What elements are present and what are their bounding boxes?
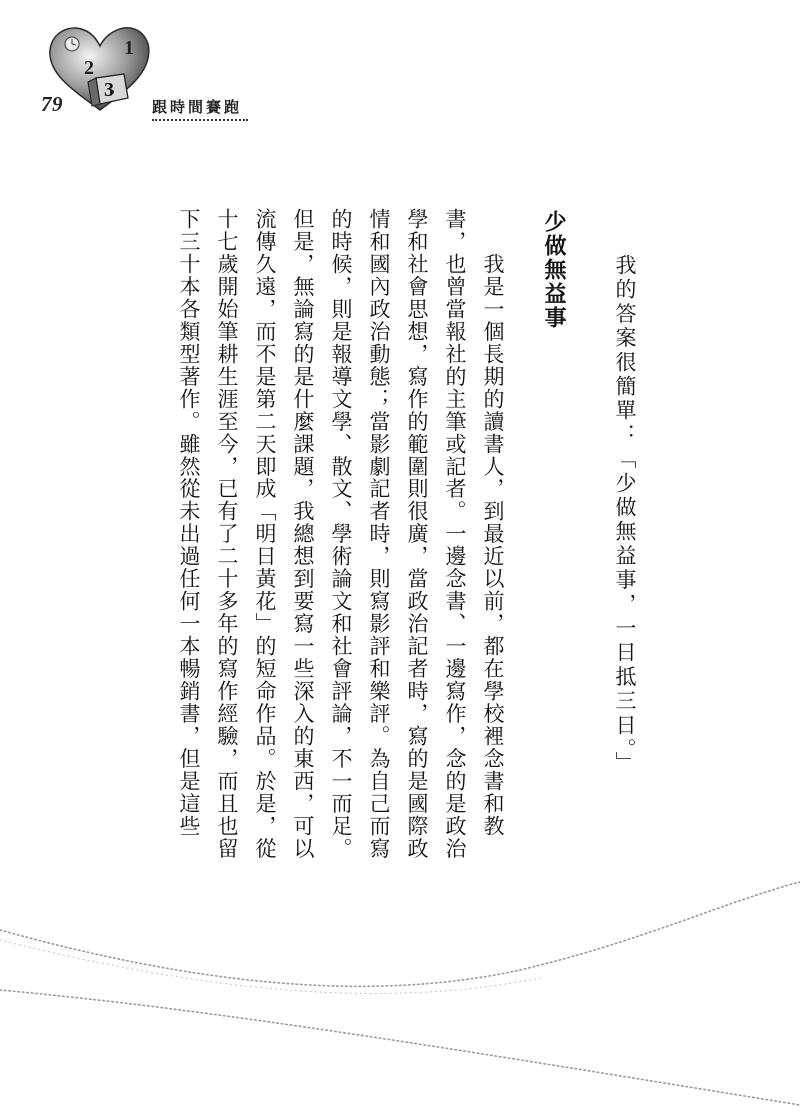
running-head-underline <box>152 119 248 121</box>
paragraph-line: 我是一個長期的讀書人，到最近以前，都在學校裡念書和教 <box>481 208 505 838</box>
paragraph-line: 學和社會思想，寫作的範圍則很廣，當政治記者時，寫的是國際政 <box>405 208 429 860</box>
paragraph-line: 情和國內政治動態；當影劇記者時，則寫影評和樂評。為自己而寫 <box>367 208 391 860</box>
running-head: 跟時間賽跑 <box>152 98 243 116</box>
paragraph-line: 下三十本各類型著作。雖然從未出過任何一本暢銷書，但是這些 <box>177 208 201 838</box>
logo-number-2: 2 <box>84 57 94 79</box>
logo-number-1: 1 <box>124 37 134 59</box>
paragraph-line: 但是，無論寫的是什麼課題，我總想到要寫一些深入的東西，可以 <box>291 208 315 860</box>
section-heading: 少做無益事 <box>541 210 566 330</box>
paragraph-line: 的時候，則是報導文學、散文、學術論文和社會評論，不一而足。 <box>329 208 353 860</box>
logo-number-3: 3 <box>104 79 114 101</box>
paragraph-line: 書，也曾當報社的主筆或記者。一邊念書、一邊寫作，念的是政治 <box>443 208 467 860</box>
decorative-dotted-curves <box>0 860 800 1115</box>
page-number: 79 <box>41 92 63 116</box>
intro-line: 我的答案很簡單：「少做無益事，一日抵三日。」 <box>613 254 637 776</box>
paragraph-line: 流傳久遠，而不是第二天即成「明日黃花」的短命作品。於是，從 <box>253 208 277 860</box>
paragraph-line: 十七歲開始筆耕生涯至今，已有了二十多年的寫作經驗，而且也留 <box>215 208 239 860</box>
